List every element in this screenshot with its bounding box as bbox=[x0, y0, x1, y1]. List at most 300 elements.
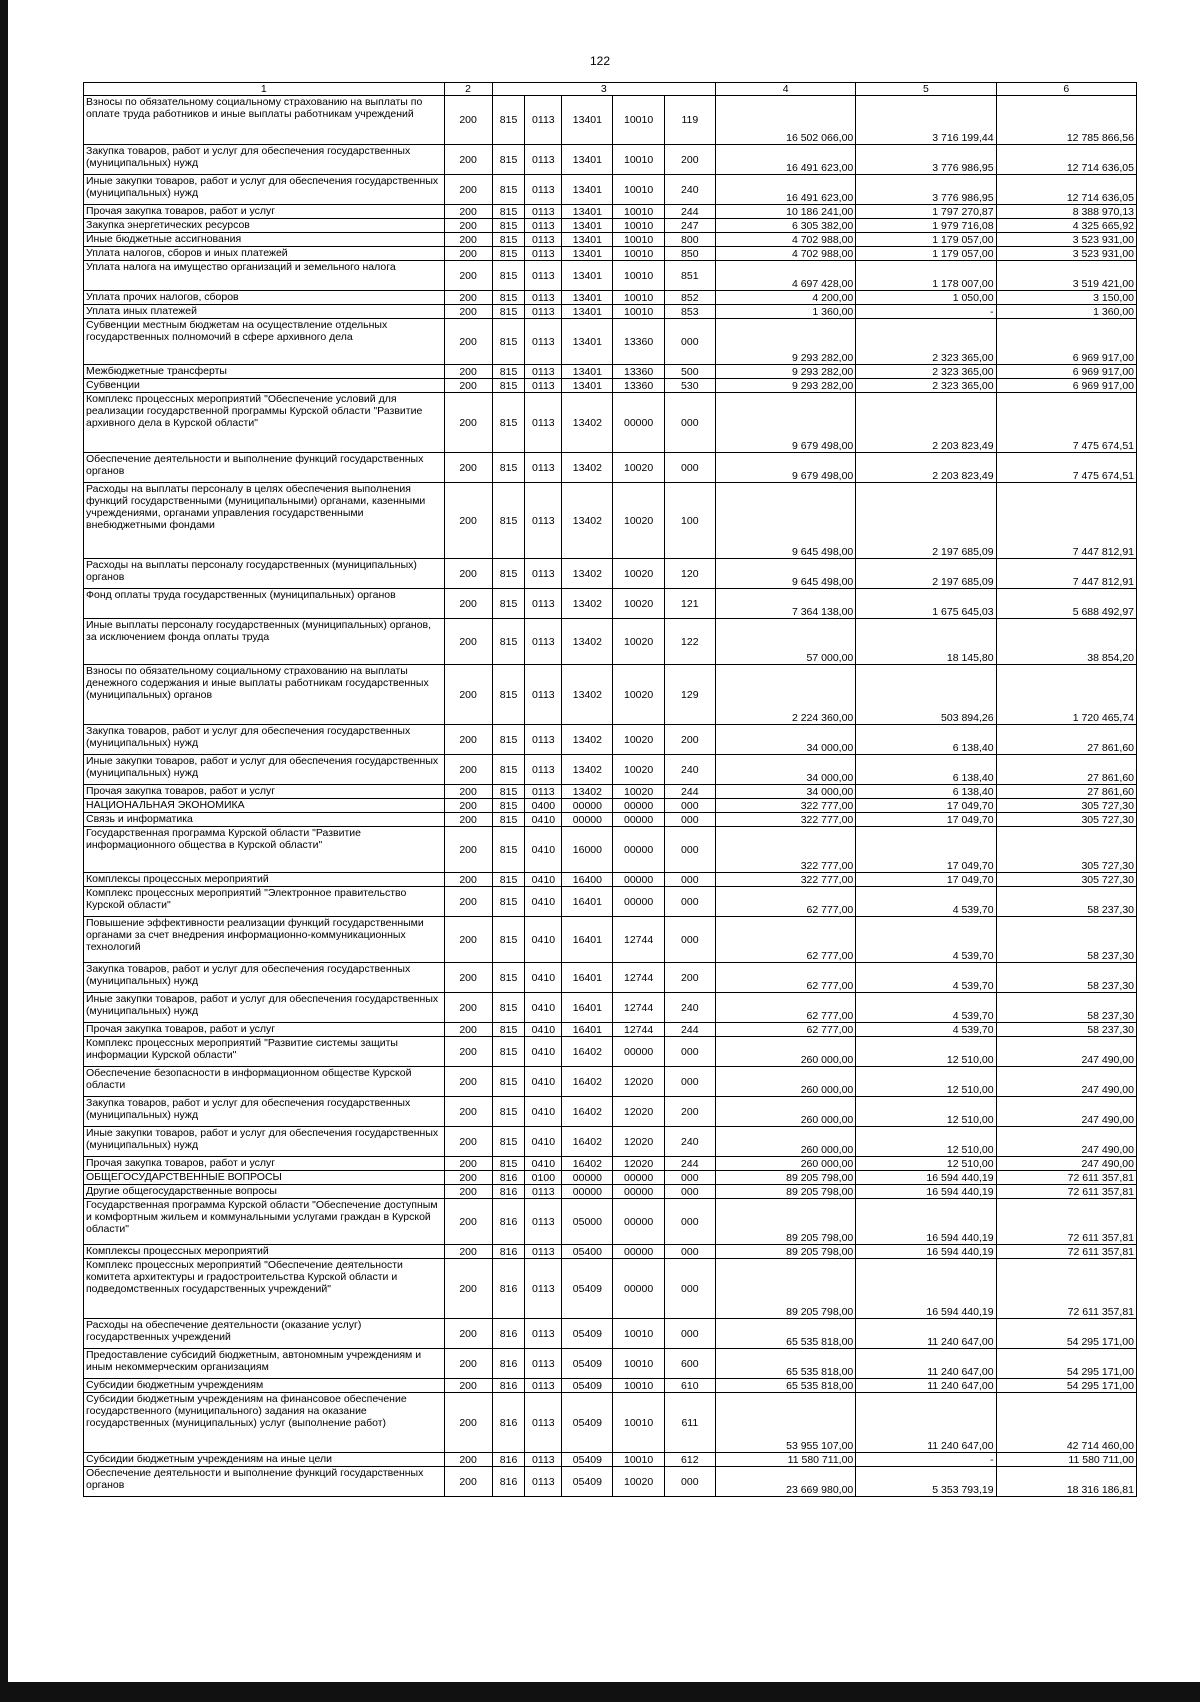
value-executed: 11 240 647,00 bbox=[856, 1393, 996, 1453]
value-approved: 53 955 107,00 bbox=[715, 1393, 855, 1453]
code-section: 0410 bbox=[525, 1097, 562, 1127]
code-vr: 612 bbox=[664, 1453, 715, 1467]
code-section: 0113 bbox=[525, 1319, 562, 1349]
code-gr: 200 bbox=[444, 483, 492, 559]
code-ved: 815 bbox=[492, 1127, 525, 1157]
code-section: 0113 bbox=[525, 205, 562, 219]
value-executed: 503 894,26 bbox=[856, 665, 996, 725]
value-executed: 2 197 685,09 bbox=[856, 483, 996, 559]
code-ved: 815 bbox=[492, 963, 525, 993]
value-remaining: 7 447 812,91 bbox=[996, 559, 1136, 589]
code-section: 0113 bbox=[525, 379, 562, 393]
code-direction: 13360 bbox=[613, 319, 664, 365]
row-name: Фонд оплаты труда государственных (муниципальных) органов bbox=[84, 589, 445, 619]
code-direction: 00000 bbox=[613, 887, 664, 917]
value-executed: 16 594 440,19 bbox=[856, 1185, 996, 1199]
code-section: 0113 bbox=[525, 145, 562, 175]
value-approved: 4 702 988,00 bbox=[715, 247, 855, 261]
code-ved: 815 bbox=[492, 219, 525, 233]
header-col-6: 6 bbox=[996, 83, 1136, 96]
table-row bbox=[84, 247, 1137, 261]
value-remaining: 7 447 812,91 bbox=[996, 483, 1136, 559]
code-direction: 10010 bbox=[613, 175, 664, 205]
code-ved: 815 bbox=[492, 305, 525, 319]
code-vr: 851 bbox=[664, 261, 715, 291]
table-row bbox=[84, 1127, 1137, 1157]
code-section: 0100 bbox=[525, 1171, 562, 1185]
code-direction: 10010 bbox=[613, 291, 664, 305]
code-vr: 200 bbox=[664, 963, 715, 993]
value-approved: 9 679 498,00 bbox=[715, 393, 855, 453]
code-ved: 815 bbox=[492, 1037, 525, 1067]
code-ved: 815 bbox=[492, 96, 525, 145]
value-approved: 89 205 798,00 bbox=[715, 1259, 855, 1319]
code-direction: 12744 bbox=[613, 993, 664, 1023]
code-gr: 200 bbox=[444, 233, 492, 247]
code-direction: 10010 bbox=[613, 1393, 664, 1453]
code-vr: 240 bbox=[664, 755, 715, 785]
code-ved: 815 bbox=[492, 589, 525, 619]
code-gr: 200 bbox=[444, 665, 492, 725]
code-ved: 815 bbox=[492, 1067, 525, 1097]
code-direction: 10010 bbox=[613, 96, 664, 145]
code-direction: 00000 bbox=[613, 1259, 664, 1319]
table-row bbox=[84, 665, 1137, 725]
table-row bbox=[84, 1037, 1137, 1067]
code-vr: 500 bbox=[664, 365, 715, 379]
code-direction: 10020 bbox=[613, 559, 664, 589]
table-row bbox=[84, 963, 1137, 993]
value-executed: 1 979 716,08 bbox=[856, 219, 996, 233]
value-remaining: 6 969 917,00 bbox=[996, 365, 1136, 379]
value-executed: 11 240 647,00 bbox=[856, 1379, 996, 1393]
code-section: 0113 bbox=[525, 1259, 562, 1319]
code-section: 0113 bbox=[525, 319, 562, 365]
code-gr: 200 bbox=[444, 785, 492, 799]
code-section: 0113 bbox=[525, 305, 562, 319]
table-row bbox=[84, 589, 1137, 619]
code-direction: 12020 bbox=[613, 1127, 664, 1157]
value-executed: 6 138,40 bbox=[856, 755, 996, 785]
code-direction: 12744 bbox=[613, 963, 664, 993]
code-program: 16402 bbox=[562, 1127, 613, 1157]
table-row bbox=[84, 827, 1137, 873]
code-section: 0113 bbox=[525, 665, 562, 725]
code-program: 00000 bbox=[562, 799, 613, 813]
code-section: 0113 bbox=[525, 559, 562, 589]
code-vr: 611 bbox=[664, 1393, 715, 1453]
table-row bbox=[84, 393, 1137, 453]
code-section: 0113 bbox=[525, 219, 562, 233]
code-ved: 815 bbox=[492, 175, 525, 205]
code-ved: 816 bbox=[492, 1319, 525, 1349]
row-name: Обеспечение деятельности и выполнение функций государственных органов bbox=[84, 453, 445, 483]
code-ved: 815 bbox=[492, 665, 525, 725]
header-col-5: 5 bbox=[856, 83, 996, 96]
code-direction: 13360 bbox=[613, 379, 664, 393]
code-direction: 10020 bbox=[613, 665, 664, 725]
code-direction: 10010 bbox=[613, 145, 664, 175]
table-row bbox=[84, 1097, 1137, 1127]
row-name: Уплата налогов, сборов и иных платежей bbox=[84, 247, 445, 261]
code-gr: 200 bbox=[444, 96, 492, 145]
table-row bbox=[84, 1349, 1137, 1379]
code-section: 0113 bbox=[525, 483, 562, 559]
code-section: 0113 bbox=[525, 1379, 562, 1393]
value-executed: 1 179 057,00 bbox=[856, 247, 996, 261]
code-ved: 816 bbox=[492, 1453, 525, 1467]
code-ved: 815 bbox=[492, 205, 525, 219]
table-row bbox=[84, 219, 1137, 233]
code-vr: 600 bbox=[664, 1349, 715, 1379]
code-vr: 000 bbox=[664, 799, 715, 813]
code-direction: 12020 bbox=[613, 1097, 664, 1127]
value-executed: 12 510,00 bbox=[856, 1067, 996, 1097]
code-section: 0113 bbox=[525, 233, 562, 247]
value-remaining: 8 388 970,13 bbox=[996, 205, 1136, 219]
code-ved: 816 bbox=[492, 1349, 525, 1379]
code-program: 16401 bbox=[562, 963, 613, 993]
value-approved: 9 679 498,00 bbox=[715, 453, 855, 483]
code-ved: 815 bbox=[492, 453, 525, 483]
code-section: 0113 bbox=[525, 175, 562, 205]
code-ved: 815 bbox=[492, 1097, 525, 1127]
value-executed: 12 510,00 bbox=[856, 1037, 996, 1067]
row-name: Субсидии бюджетным учреждениям bbox=[84, 1379, 445, 1393]
table-row bbox=[84, 1171, 1137, 1185]
code-ved: 815 bbox=[492, 827, 525, 873]
code-section: 0410 bbox=[525, 1127, 562, 1157]
code-program: 05409 bbox=[562, 1467, 613, 1497]
value-approved: 62 777,00 bbox=[715, 887, 855, 917]
value-approved: 62 777,00 bbox=[715, 917, 855, 963]
code-direction: 10020 bbox=[613, 619, 664, 665]
table-row bbox=[84, 619, 1137, 665]
value-remaining: 247 490,00 bbox=[996, 1067, 1136, 1097]
value-remaining: 58 237,30 bbox=[996, 917, 1136, 963]
row-name: Субсидии бюджетным учреждениям на иные цели bbox=[84, 1453, 445, 1467]
code-vr: 000 bbox=[664, 1319, 715, 1349]
code-gr: 200 bbox=[444, 365, 492, 379]
value-remaining: 7 475 674,51 bbox=[996, 453, 1136, 483]
value-executed: 2 323 365,00 bbox=[856, 379, 996, 393]
code-vr: 000 bbox=[664, 813, 715, 827]
code-program: 16000 bbox=[562, 827, 613, 873]
table-row bbox=[84, 1453, 1137, 1467]
code-direction: 12020 bbox=[613, 1067, 664, 1097]
code-direction: 12020 bbox=[613, 1157, 664, 1171]
code-direction: 12744 bbox=[613, 917, 664, 963]
code-program: 16402 bbox=[562, 1097, 613, 1127]
table-row bbox=[84, 96, 1137, 145]
table-row bbox=[84, 145, 1137, 175]
code-program: 16400 bbox=[562, 873, 613, 887]
table-row bbox=[84, 1379, 1137, 1393]
table-row bbox=[84, 1199, 1137, 1245]
code-gr: 200 bbox=[444, 1349, 492, 1379]
value-executed: 16 594 440,19 bbox=[856, 1245, 996, 1259]
code-direction: 00000 bbox=[613, 1037, 664, 1067]
code-gr: 200 bbox=[444, 319, 492, 365]
header-col-2: 2 bbox=[444, 83, 492, 96]
header-col-3: 3 bbox=[492, 83, 715, 96]
row-name: Субвенции bbox=[84, 379, 445, 393]
row-name: Субвенции местным бюджетам на осуществление отдельных государственных полномочий в сфере архивного дела bbox=[84, 319, 445, 365]
code-gr: 200 bbox=[444, 1171, 492, 1185]
row-name: Комплексы процессных мероприятий bbox=[84, 1245, 445, 1259]
code-gr: 200 bbox=[444, 873, 492, 887]
value-remaining: 305 727,30 bbox=[996, 813, 1136, 827]
code-vr: 240 bbox=[664, 175, 715, 205]
code-program: 13401 bbox=[562, 365, 613, 379]
value-executed: 2 203 823,49 bbox=[856, 393, 996, 453]
code-program: 05409 bbox=[562, 1319, 613, 1349]
row-name: НАЦИОНАЛЬНАЯ ЭКОНОМИКА bbox=[84, 799, 445, 813]
row-name: Иные закупки товаров, работ и услуг для обеспечения государственных (муниципальных) нужд bbox=[84, 993, 445, 1023]
row-name: Иные закупки товаров, работ и услуг для обеспечения государственных (муниципальных) нужд bbox=[84, 1127, 445, 1157]
value-approved: 2 224 360,00 bbox=[715, 665, 855, 725]
code-ved: 815 bbox=[492, 483, 525, 559]
value-executed: 1 675 645,03 bbox=[856, 589, 996, 619]
table-row bbox=[84, 205, 1137, 219]
code-section: 0410 bbox=[525, 917, 562, 963]
value-executed: 16 594 440,19 bbox=[856, 1259, 996, 1319]
table-row bbox=[84, 559, 1137, 589]
code-program: 05409 bbox=[562, 1453, 613, 1467]
table-row bbox=[84, 453, 1137, 483]
code-vr: 000 bbox=[664, 917, 715, 963]
value-executed: 4 539,70 bbox=[856, 917, 996, 963]
row-name: Иные бюджетные ассигнования bbox=[84, 233, 445, 247]
table-row bbox=[84, 365, 1137, 379]
code-vr: 129 bbox=[664, 665, 715, 725]
code-program: 13402 bbox=[562, 619, 613, 665]
code-program: 13402 bbox=[562, 453, 613, 483]
code-gr: 200 bbox=[444, 291, 492, 305]
value-remaining: 12 714 636,05 bbox=[996, 175, 1136, 205]
code-direction: 10010 bbox=[613, 233, 664, 247]
code-direction: 00000 bbox=[613, 799, 664, 813]
header-col-4: 4 bbox=[715, 83, 855, 96]
code-gr: 200 bbox=[444, 175, 492, 205]
value-remaining: 4 325 665,92 bbox=[996, 219, 1136, 233]
code-direction: 10010 bbox=[613, 1319, 664, 1349]
value-approved: 322 777,00 bbox=[715, 799, 855, 813]
value-remaining: 6 969 917,00 bbox=[996, 319, 1136, 365]
code-vr: 000 bbox=[664, 1467, 715, 1497]
row-name: Предоставление субсидий бюджетным, автономным учреждениям и иным некоммерческим организациям bbox=[84, 1349, 445, 1379]
budget-table bbox=[83, 82, 1137, 1497]
code-direction: 00000 bbox=[613, 1171, 664, 1185]
code-program: 16401 bbox=[562, 917, 613, 963]
code-gr: 200 bbox=[444, 725, 492, 755]
value-executed: 4 539,70 bbox=[856, 887, 996, 917]
row-name: Уплата налога на имущество организаций и земельного налога bbox=[84, 261, 445, 291]
code-gr: 200 bbox=[444, 963, 492, 993]
code-ved: 815 bbox=[492, 393, 525, 453]
code-ved: 815 bbox=[492, 247, 525, 261]
table-row bbox=[84, 1319, 1137, 1349]
code-vr: 530 bbox=[664, 379, 715, 393]
value-approved: 62 777,00 bbox=[715, 963, 855, 993]
value-remaining: 11 580 711,00 bbox=[996, 1453, 1136, 1467]
code-gr: 200 bbox=[444, 1067, 492, 1097]
code-vr: 000 bbox=[664, 453, 715, 483]
code-section: 0113 bbox=[525, 96, 562, 145]
row-name: Закупка товаров, работ и услуг для обеспечения государственных (муниципальных) нужд bbox=[84, 145, 445, 175]
code-direction: 10010 bbox=[613, 1453, 664, 1467]
code-gr: 200 bbox=[444, 887, 492, 917]
table-row bbox=[84, 1023, 1137, 1037]
code-gr: 200 bbox=[444, 1157, 492, 1171]
code-program: 13402 bbox=[562, 559, 613, 589]
value-remaining: 54 295 171,00 bbox=[996, 1319, 1136, 1349]
value-approved: 9 645 498,00 bbox=[715, 483, 855, 559]
value-remaining: 305 727,30 bbox=[996, 827, 1136, 873]
code-section: 0410 bbox=[525, 827, 562, 873]
code-gr: 200 bbox=[444, 1037, 492, 1067]
table-row bbox=[84, 379, 1137, 393]
code-ved: 816 bbox=[492, 1393, 525, 1453]
code-vr: 610 bbox=[664, 1379, 715, 1393]
code-gr: 200 bbox=[444, 1467, 492, 1497]
code-section: 0113 bbox=[525, 1245, 562, 1259]
code-gr: 200 bbox=[444, 247, 492, 261]
value-approved: 260 000,00 bbox=[715, 1037, 855, 1067]
value-approved: 11 580 711,00 bbox=[715, 1453, 855, 1467]
value-approved: 34 000,00 bbox=[715, 725, 855, 755]
row-name: Обеспечение деятельности и выполнение функций государственных органов bbox=[84, 1467, 445, 1497]
value-executed: 18 145,80 bbox=[856, 619, 996, 665]
code-vr: 852 bbox=[664, 291, 715, 305]
code-direction: 10020 bbox=[613, 589, 664, 619]
value-executed: 12 510,00 bbox=[856, 1127, 996, 1157]
code-section: 0410 bbox=[525, 963, 562, 993]
code-gr: 200 bbox=[444, 1199, 492, 1245]
value-remaining: 72 611 357,81 bbox=[996, 1199, 1136, 1245]
code-direction: 10010 bbox=[613, 219, 664, 233]
code-section: 0113 bbox=[525, 785, 562, 799]
code-ved: 815 bbox=[492, 379, 525, 393]
value-approved: 4 702 988,00 bbox=[715, 233, 855, 247]
code-gr: 200 bbox=[444, 393, 492, 453]
code-direction: 10020 bbox=[613, 483, 664, 559]
code-section: 0113 bbox=[525, 247, 562, 261]
table-row bbox=[84, 1067, 1137, 1097]
code-vr: 200 bbox=[664, 1097, 715, 1127]
row-name: Связь и информатика bbox=[84, 813, 445, 827]
value-approved: 260 000,00 bbox=[715, 1067, 855, 1097]
value-remaining: 3 150,00 bbox=[996, 291, 1136, 305]
code-direction: 10010 bbox=[613, 1349, 664, 1379]
code-vr: 000 bbox=[664, 887, 715, 917]
code-gr: 200 bbox=[444, 827, 492, 873]
code-gr: 200 bbox=[444, 305, 492, 319]
value-remaining: 6 969 917,00 bbox=[996, 379, 1136, 393]
code-direction: 10020 bbox=[613, 1467, 664, 1497]
code-vr: 000 bbox=[664, 319, 715, 365]
value-approved: 62 777,00 bbox=[715, 1023, 855, 1037]
row-name: Другие общегосударственные вопросы bbox=[84, 1185, 445, 1199]
code-program: 13402 bbox=[562, 665, 613, 725]
code-program: 13402 bbox=[562, 589, 613, 619]
row-name: Расходы на выплаты персоналу в целях обеспечения выполнения функций государственными (муниципальными) органами, казенными учреждениями, органами управления государственными внебюджетными фондами bbox=[84, 483, 445, 559]
code-gr: 200 bbox=[444, 1393, 492, 1453]
code-vr: 244 bbox=[664, 1023, 715, 1037]
code-section: 0113 bbox=[525, 1467, 562, 1497]
value-approved: 89 205 798,00 bbox=[715, 1245, 855, 1259]
table-row bbox=[84, 873, 1137, 887]
code-program: 13401 bbox=[562, 233, 613, 247]
code-program: 13401 bbox=[562, 319, 613, 365]
code-vr: 800 bbox=[664, 233, 715, 247]
value-executed: 2 203 823,49 bbox=[856, 453, 996, 483]
code-program: 05409 bbox=[562, 1393, 613, 1453]
value-executed: 3 776 986,95 bbox=[856, 175, 996, 205]
code-ved: 815 bbox=[492, 755, 525, 785]
value-executed: 16 594 440,19 bbox=[856, 1199, 996, 1245]
code-direction: 12744 bbox=[613, 1023, 664, 1037]
code-direction: 00000 bbox=[613, 813, 664, 827]
value-executed: 2 197 685,09 bbox=[856, 559, 996, 589]
code-direction: 00000 bbox=[613, 1199, 664, 1245]
code-direction: 10020 bbox=[613, 755, 664, 785]
code-program: 16402 bbox=[562, 1067, 613, 1097]
value-remaining: 247 490,00 bbox=[996, 1127, 1136, 1157]
code-vr: 200 bbox=[664, 145, 715, 175]
value-approved: 4 697 428,00 bbox=[715, 261, 855, 291]
row-name: ОБЩЕГОСУДАРСТВЕННЫЕ ВОПРОСЫ bbox=[84, 1171, 445, 1185]
code-program: 13401 bbox=[562, 379, 613, 393]
value-executed: 4 539,70 bbox=[856, 963, 996, 993]
code-vr: 000 bbox=[664, 1185, 715, 1199]
value-executed: 1 797 270,87 bbox=[856, 205, 996, 219]
code-program: 13402 bbox=[562, 725, 613, 755]
value-remaining: 12 714 636,05 bbox=[996, 145, 1136, 175]
code-gr: 200 bbox=[444, 205, 492, 219]
row-name: Комплексы процессных мероприятий bbox=[84, 873, 445, 887]
table-row bbox=[84, 1259, 1137, 1319]
row-name: Закупка товаров, работ и услуг для обеспечения государственных (муниципальных) нужд bbox=[84, 725, 445, 755]
row-name: Взносы по обязательному социальному страхованию на выплаты денежного содержания и иные выплаты работникам государственных (муниципальных) органов bbox=[84, 665, 445, 725]
value-approved: 65 535 818,00 bbox=[715, 1349, 855, 1379]
value-executed: 5 353 793,19 bbox=[856, 1467, 996, 1497]
value-executed: 11 240 647,00 bbox=[856, 1349, 996, 1379]
table-row bbox=[84, 755, 1137, 785]
code-gr: 200 bbox=[444, 799, 492, 813]
code-program: 13402 bbox=[562, 785, 613, 799]
code-program: 16402 bbox=[562, 1037, 613, 1067]
value-executed: - bbox=[856, 305, 996, 319]
table-row bbox=[84, 233, 1137, 247]
value-executed: 2 323 365,00 bbox=[856, 319, 996, 365]
code-gr: 200 bbox=[444, 619, 492, 665]
code-gr: 200 bbox=[444, 1097, 492, 1127]
value-remaining: 72 611 357,81 bbox=[996, 1259, 1136, 1319]
value-executed: 12 510,00 bbox=[856, 1097, 996, 1127]
code-ved: 815 bbox=[492, 785, 525, 799]
code-vr: 244 bbox=[664, 785, 715, 799]
code-ved: 816 bbox=[492, 1259, 525, 1319]
value-approved: 10 186 241,00 bbox=[715, 205, 855, 219]
row-name: Межбюджетные трансферты bbox=[84, 365, 445, 379]
code-program: 13401 bbox=[562, 219, 613, 233]
value-remaining: 27 861,60 bbox=[996, 755, 1136, 785]
table-header-row bbox=[84, 83, 1137, 96]
code-direction: 00000 bbox=[613, 393, 664, 453]
code-section: 0113 bbox=[525, 1453, 562, 1467]
code-ved: 815 bbox=[492, 799, 525, 813]
